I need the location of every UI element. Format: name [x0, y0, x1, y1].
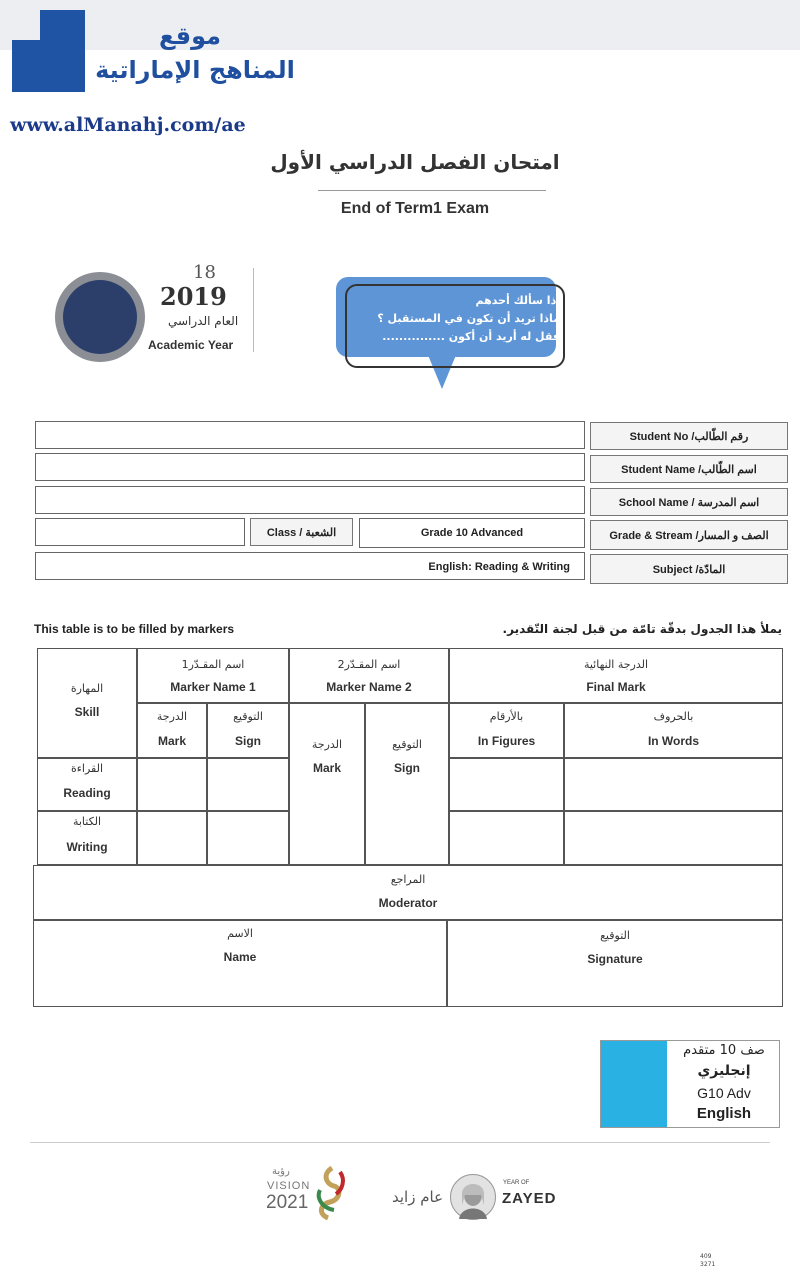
skill-header-english: Skill	[74, 705, 100, 719]
writing-in-figures[interactable]	[449, 811, 564, 865]
zayed-english: ZAYED	[502, 1190, 557, 1207]
academic-year-emblem	[55, 272, 145, 362]
zayed-arabic: عام زايد	[392, 1188, 444, 1206]
student-name-field[interactable]	[35, 453, 585, 481]
marker2-mark-english: Mark	[312, 761, 341, 775]
bubble-line-2: ماذا تريد أن تكون في المستقبل ؟	[377, 312, 560, 325]
marker2-mark-cell[interactable]	[289, 703, 365, 865]
reading-skill-arabic: القراءة	[70, 762, 104, 775]
final-mark-header-cell	[449, 648, 783, 703]
site-name-line2: المناهج الإماراتية	[95, 56, 295, 84]
site-name-line1: موقع	[158, 22, 221, 50]
markers-note-arabic: يملأ هذا الجدول بدقّة تامّة من قبل لجنة التّقدير.	[502, 622, 782, 636]
writing-marker1-mark[interactable]	[137, 811, 207, 865]
moderator-arabic: المراجع	[390, 873, 426, 886]
moderator-english: Moderator	[378, 896, 438, 910]
course-code-line3: G10 Adv	[697, 1085, 751, 1101]
vision-english: VISION	[267, 1180, 311, 1192]
course-code-line4: English	[696, 1105, 752, 1122]
grade-stream-label: Grade & Stream /الصف و المسار	[590, 520, 788, 550]
writing-skill-english: Writing	[66, 840, 108, 854]
moderator-name-arabic: الاسم	[227, 927, 253, 940]
reading-in-figures[interactable]	[449, 758, 564, 811]
student-no-field[interactable]	[35, 421, 585, 449]
marker1-header-english: Marker Name 1	[170, 680, 256, 694]
academic-year-label-arabic: العام الدراسي	[168, 314, 239, 328]
reading-marker1-mark[interactable]	[137, 758, 207, 811]
speech-bubble-text	[350, 292, 560, 346]
marker2-header-arabic: اسم المقـدّر2	[337, 658, 401, 671]
footer-divider	[30, 1142, 770, 1143]
reading-skill-english: Reading	[63, 786, 111, 800]
marker2-sign-cell[interactable]	[365, 703, 449, 865]
marker1-mark-english: Mark	[157, 734, 186, 748]
top-bar	[0, 0, 800, 50]
final-mark-header-english: Final Mark	[586, 680, 646, 694]
marker1-header-cell	[137, 648, 289, 703]
in-words-english: In Words	[647, 734, 700, 748]
moderator-name-english: Name	[223, 950, 257, 964]
bubble-line-3: فقل له أريد أن أكون ...............	[382, 330, 560, 343]
exam-title-arabic: امتحان الفصل الدراسي الأول	[270, 150, 560, 174]
writing-in-words[interactable]	[564, 811, 783, 865]
skill-header-cell	[37, 648, 137, 758]
year-of-text: YEAR OF	[503, 1180, 530, 1186]
marker1-mark-arabic: الدرجة	[156, 710, 188, 723]
in-words-arabic: بالحروف	[653, 710, 694, 723]
marker2-header-english: Marker Name 2	[326, 680, 412, 694]
marker2-mark-arabic: الدرجة	[311, 738, 343, 751]
marker1-header-arabic: اسم المقـدّر1	[181, 658, 245, 671]
subject-value: English: Reading & Writing	[35, 552, 585, 580]
vision-emblem-icon	[312, 1164, 348, 1222]
writing-skill-arabic: الكتابة	[72, 815, 102, 828]
subject-label: Subject /المادّة	[590, 554, 788, 584]
class-label: Class / الشعبة	[250, 518, 353, 546]
moderator-signature-english: Signature	[587, 952, 643, 966]
zayed-portrait-icon	[450, 1174, 496, 1220]
academic-year-big: 2019	[160, 282, 227, 311]
in-figures-english: In Figures	[477, 734, 536, 748]
academic-year-divider	[253, 268, 254, 352]
final-mark-header-arabic: الدرجة النهائية	[583, 658, 649, 671]
title-divider	[318, 190, 546, 191]
academic-year-small: 18	[193, 262, 216, 283]
academic-year-label-english: Academic Year	[148, 338, 234, 352]
exam-title-english: End of Term1 Exam	[340, 200, 490, 217]
class-field[interactable]	[35, 518, 245, 546]
school-name-field[interactable]	[35, 486, 585, 514]
bubble-line-1: إذا سألك أحدهم	[475, 294, 560, 307]
print-code-2: 3271	[700, 1261, 716, 1268]
marker2-sign-english: Sign	[394, 761, 420, 775]
print-code-1: 409	[700, 1253, 712, 1260]
writing-marker1-sign[interactable]	[207, 811, 289, 865]
marker1-sign-english: Sign	[235, 734, 261, 748]
marker2-header-cell	[289, 648, 449, 703]
moderator-signature-arabic: التوقيع	[600, 929, 630, 942]
vision-arabic: رؤية	[272, 1166, 290, 1177]
site-url-link[interactable]: www.alManahj.com/ae	[10, 114, 246, 136]
emblem-center	[63, 280, 137, 354]
markers-note-english: This table is to be filled by markers	[34, 622, 235, 636]
course-code-line1: صف 10 متقدم	[683, 1043, 765, 1058]
student-no-label: Student No /رقم الطّالب	[590, 422, 788, 450]
student-name-label: Student Name /اسم الطّالب	[590, 455, 788, 483]
school-name-label: School Name / اسم المدرسة	[590, 488, 788, 516]
course-code-line2: إنجليزي	[697, 1063, 751, 1079]
grade-stream-value: Grade 10 Advanced	[359, 518, 585, 548]
marker1-sign-arabic: التوقيع	[233, 710, 263, 723]
skill-header-arabic: المهارة	[70, 682, 104, 695]
site-logo-block-left	[12, 40, 85, 92]
site-logo-block-top	[40, 10, 85, 40]
marker2-sign-arabic: التوقيع	[392, 738, 422, 751]
in-figures-arabic: بالأرقام	[489, 710, 524, 723]
reading-marker1-sign[interactable]	[207, 758, 289, 811]
reading-in-words[interactable]	[564, 758, 783, 811]
vision-year: 2021	[266, 1192, 309, 1213]
